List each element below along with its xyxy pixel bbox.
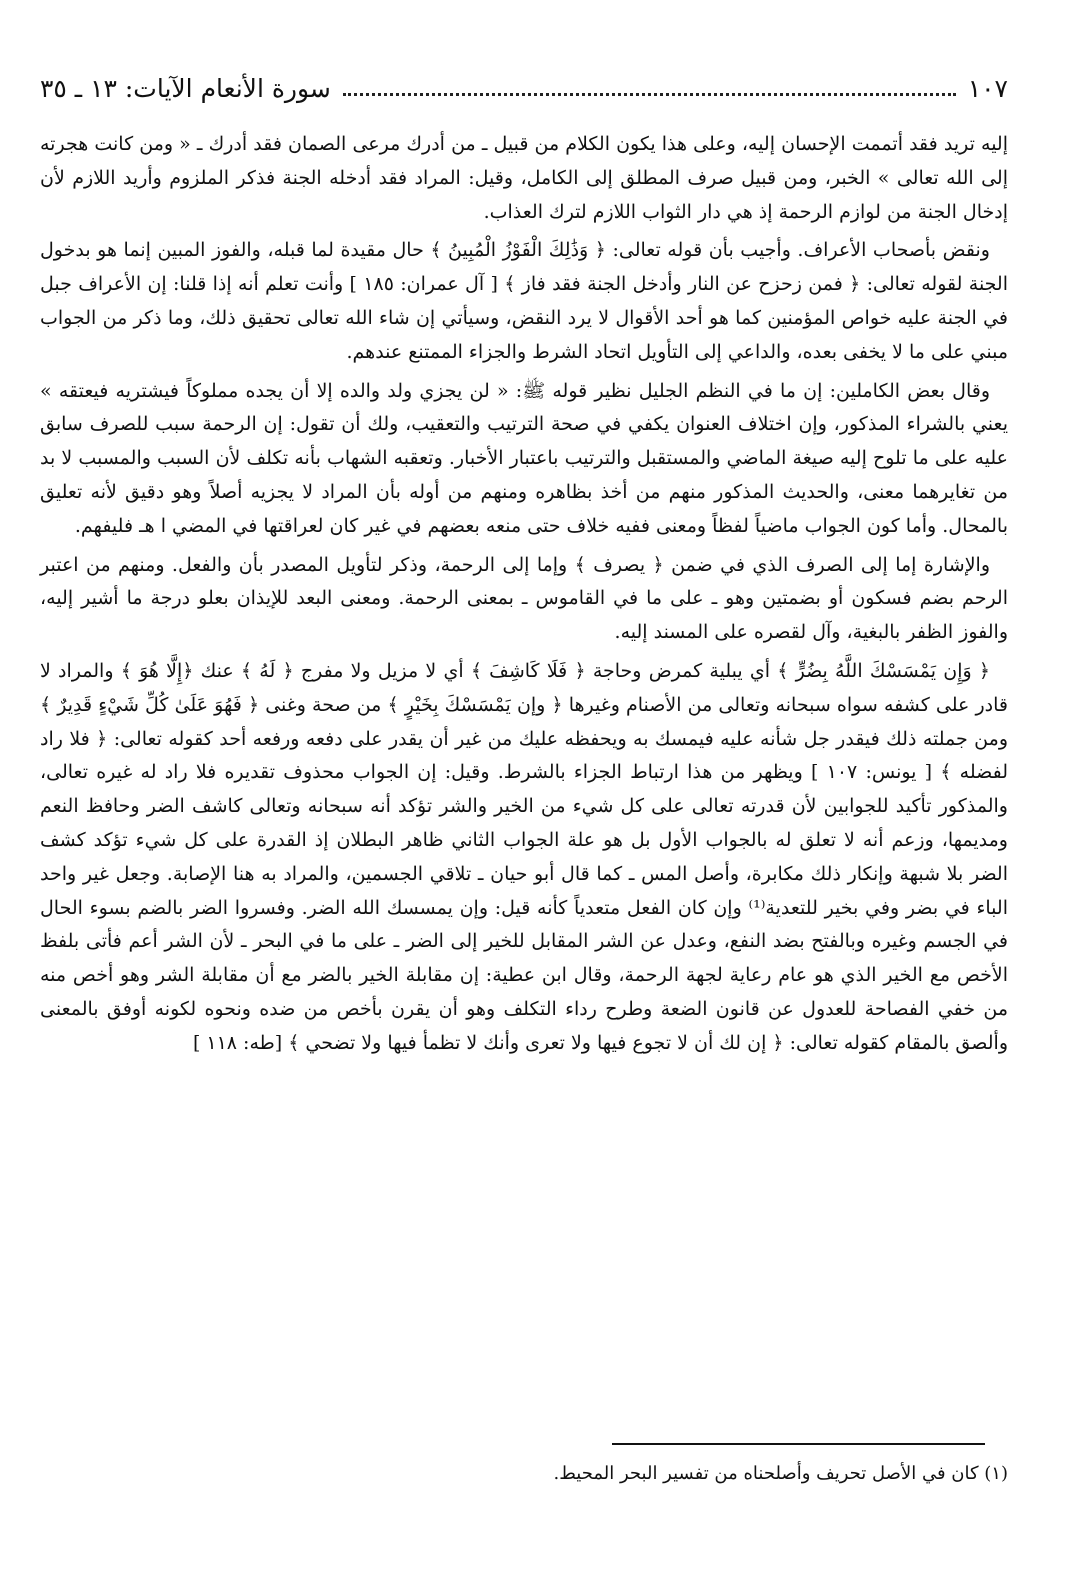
paragraph: ونقض بأصحاب الأعراف. وأجيب بأن قوله تعالى: ﴿ وَذَٰلِكَ الْفَوْزُ الْمُبِينُ ﴾ حال مقيدة لما قبله، والفوز المبين إنما هو بدخول الجنة لقوله تعالى: ﴿ فمن زحزح عن النار وأدخل الجنة فقد فاز ﴾ [ آل عمران: ١٨٥ ] وأنت تعلم أنه إذا قلنا: إن الأعراف جبل في الجنة عليه خواص المؤمنين كما هو أحد الأقوال لا يرد النقض، وسيأتي إن شاء الله تعالى تحقيق ذلك، وما ذكر من الجواب مبني على ما لا يخفى بعده، والداعي إلى التأويل اتحاد الشرط والجزاء الممتنع عندهم. [40, 239, 1009, 363]
page-header [40, 66, 1008, 110]
chapter-title: سورة الأنعام الآيات: ١٣ ـ ٣٥ [40, 73, 331, 103]
main-text [40, 128, 1008, 1066]
paragraph: وقال بعض الكاملين: إن ما في النظم الجليل نظير قوله ﷺ: « لن يجزي ولد والده إلا أن يجده مملوكاً فيشتريه فيعتقه » يعني بالشراء المذكور، وإن اختلاف العنوان يكفي في صحة الترتيب والتعقيب، ولك أن تقول: إن الرحمة سبب للصرف سابق عليه على ما تلوح إليه صيغة الماضي والمستقبل والترتيب باعتبار الأخبار. وتعقبه الشهاب بأنه تكلف لأن السبب والمسبب لا بد من تغايرهما معنى، والحديث المذكور منهم من أخذ بظاهره ومنهم من أوله بأن المراد لا يجزيه أصلاً وهو دقيق لأنه تعليق بالمحال. وأما كون الجواب ماضياً لفظاً ومعنى ففيه خلاف حتى منعه بعضهم في غير كان لعراقتها في المضي ا هـ فليفهم. [40, 379, 1008, 537]
paragraph: إليه تريد فقد أتممت الإحسان إليه، وعلى هذا يكون الكلام من قبيل ـ من أدرك مرعى الصمان فقد أدرك ـ « ومن كانت هجرته إلى الله تعالى » الخبر، ومن قبيل صرف المطلق إلى الكامل، وقيل: المراد فقد أدخله الجنة فذكر الملزوم وأريد اللازم لأن إدخال الجنة من لوازم الرحمة إذ هي دار الثواب اللازم لترك العذاب. [40, 133, 1008, 223]
paragraph: ﴿ وَإِن يَمْسَسْكَ اللَّهُ بِضُرٍّ ﴾ أي يبلية كمرض وحاجة ﴿ فَلَا كَاشِفَ ﴾ أي لا مزيل ولا مفرج ﴿ لَهُ ﴾ عنك ﴿إِلَّا هُوَ ﴾ والمراد لا قادر على كشفه سواه سبحانه وتعالى من الأصنام وغيرها ﴿ وإن يَمْسَسْكَ بِخَيْرٍ ﴾ من صحة وغنى ﴿ فَهُوَ عَلَىٰ كُلِّ شَيْءٍ قَدِيرٌ ﴾ ومن جملته ذلك فيقدر جل شأنه عليه فيمسك به ويحفظه عليك من غير أن يقدر على دفعه ورفعه أحد كقوله تعالى: ﴿ فلا راد لفضله ﴾ [ يونس: ١٠٧ ] ويظهر من هذا ارتباط الجزاء بالشرط. وقيل: إن الجواب محذوف تقديره فلا راد له غيره تعالى، والمذكور تأكيد للجوابين لأن قدرته تعالى على كل شيء من الخير والشر تؤكد أنه سبحانه وتعالى كاشف الضر وحافظ النعم ومديمها، وزعم أنه لا تعلق له بالجواب الأول بل هو علة الجواب الثاني ظاهر البطلان إذ القدرة على كل شيء تؤكد كشف الضر بلا شبهة وإنكار ذلك مكابرة، وأصل المس ـ كما قال أبو حيان ـ تلاقي الجسمين، والمراد به هنا الإصابة. وجعل غير واحد الباء في بضر وفي بخير للتعدية⁽¹⁾ وإن كان الفعل متعدياً كأنه قيل: وإن يمسسك الله الضر. وفسروا الضر بالضم بسوء الحال في الجسم وغيره وبالفتح بضد النفع، وعدل عن الشر المقابل للخير إلى الضر ـ على ما في البحر ـ لأن الشر أعم فأتى بلفظ الأخص مع الخير الذي هو عام رعاية لجهة الرحمة، وقال ابن عطية: إن مقابلة الخير بالضر مع أن مقابلة الشر وهو أخص منه من خفي الفصاحة للعدول عن قانون الضعة وطرح رداء التكلف وهو أن يقرن بأخص من ضده ونحوه لكونه أوفق بالمعنى وألصق بالمقام كقوله تعالى: ﴿ إن لك أن لا تجوع فيها ولا تعرى وأنك لا تظمأ فيها ولا تضحي ﴾ [طه: ١١٨ ] [40, 659, 1008, 1054]
paragraph: والإشارة إما إلى الصرف الذي في ضمن ﴿ يصرف ﴾ وإما إلى الرحمة، وذكر لتأويل المصدر بأن والفعل. ومنهم من اعتبر الرحم بضم فسكون أو بضمتين وهو ـ على ما في القاموس ـ بمعنى الرحمة. ومعنى البعد للإيذان بعلو درجة ما أشير إليه، والفوز الظفر بالبغية، وآل لقصره على المسند إليه. [40, 553, 1008, 644]
header-dotted-leader [343, 93, 956, 96]
footnote-separator [612, 1443, 985, 1445]
page-number: ١٠٧ [967, 73, 1008, 103]
footnote: (١) كان في الأصل تحريف وأصلحناه من تفسير البحر المحيط. [553, 1463, 1008, 1484]
